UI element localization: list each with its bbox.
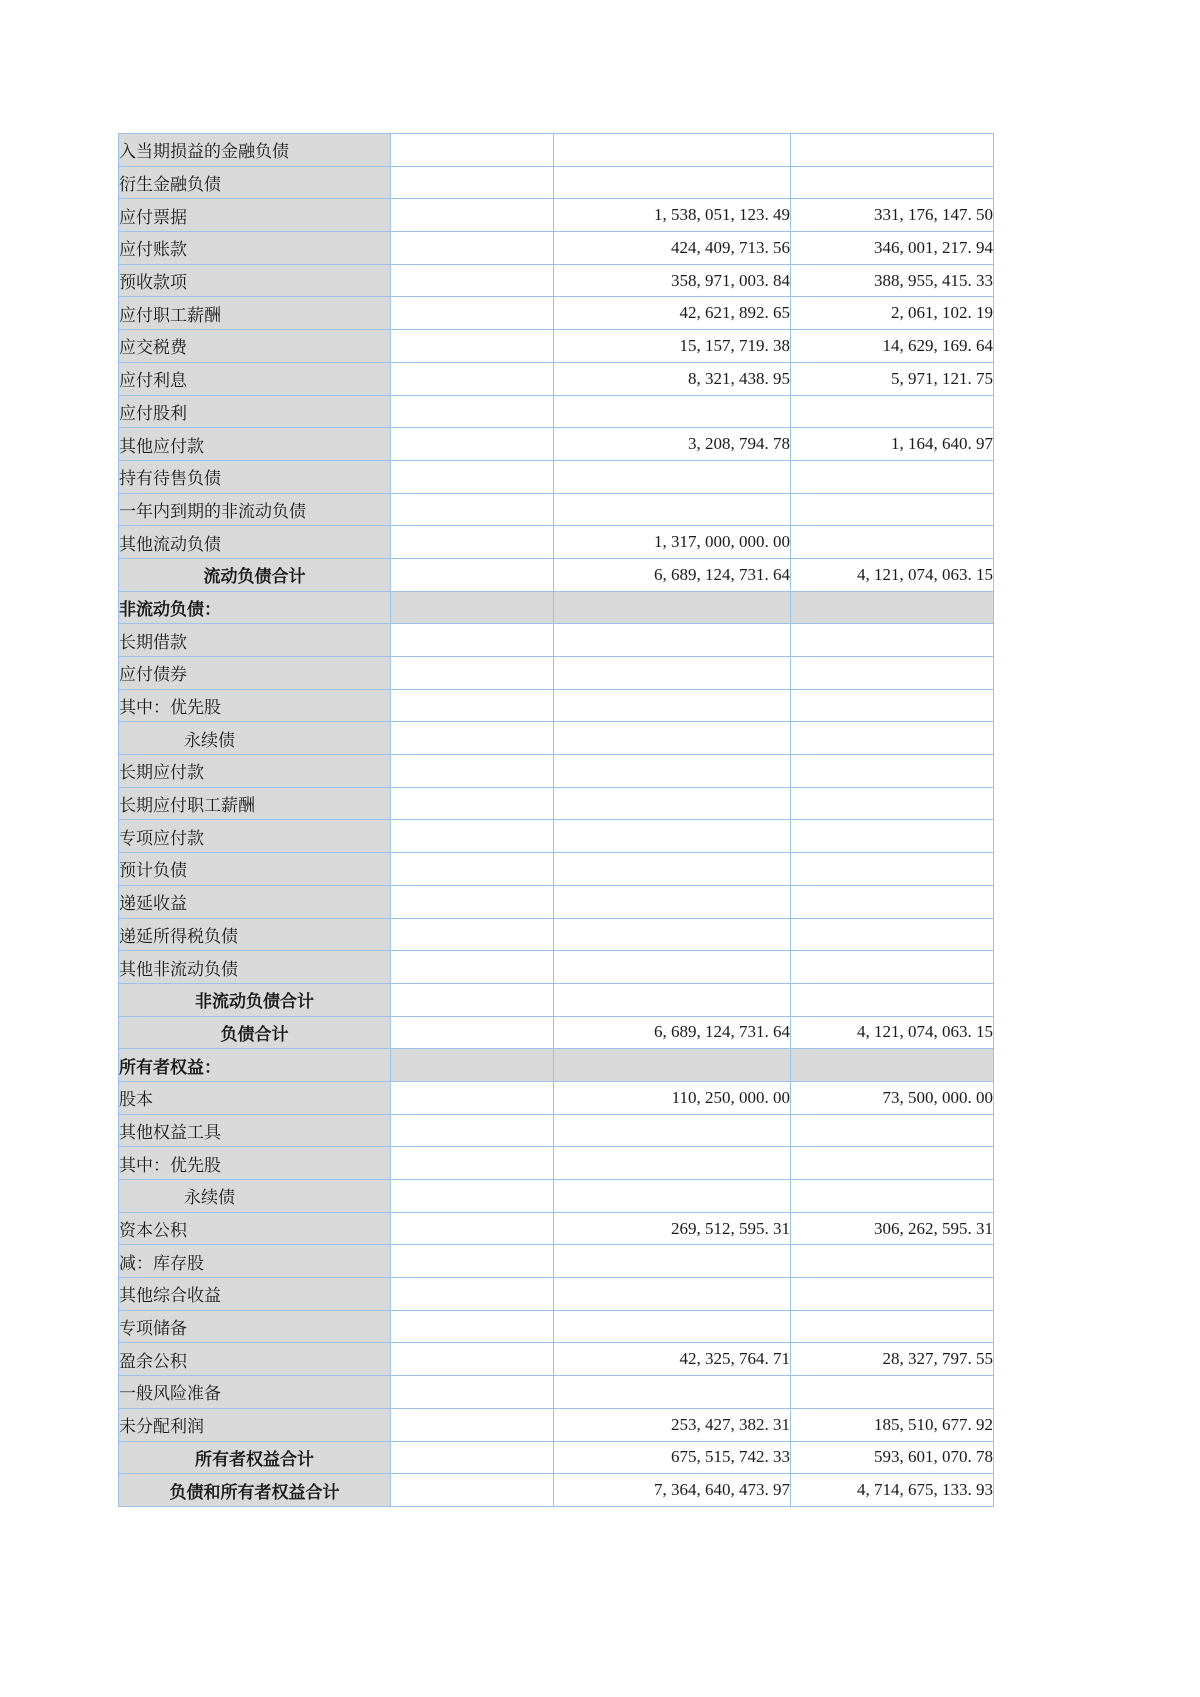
current-amount-cell <box>554 1049 791 1082</box>
table-row <box>119 1147 994 1180</box>
prior-amount-cell <box>791 657 994 690</box>
current-amount-cell: 42, 621, 892. 65 <box>554 297 791 330</box>
item-label-cell: 资本公积 <box>119 1212 391 1245</box>
current-amount-cell <box>554 951 791 984</box>
current-amount-cell <box>554 624 791 657</box>
item-label-cell: 其他流动负债 <box>119 526 391 559</box>
note-cell <box>391 1049 554 1082</box>
table-row <box>119 983 994 1016</box>
table-row <box>119 591 994 624</box>
current-amount-cell <box>554 1278 791 1311</box>
prior-amount-cell <box>791 395 994 428</box>
note-cell <box>391 395 554 428</box>
item-label-cell: 长期借款 <box>119 624 391 657</box>
table-row <box>119 330 994 363</box>
note-cell <box>391 918 554 951</box>
table-row <box>119 1343 994 1376</box>
note-cell <box>391 1114 554 1147</box>
note-cell <box>391 297 554 330</box>
prior-amount-cell: 5, 971, 121. 75 <box>791 362 994 395</box>
prior-amount-cell <box>791 526 994 559</box>
current-amount-cell <box>554 134 791 167</box>
prior-amount-cell: 593, 601, 070. 78 <box>791 1441 994 1474</box>
prior-amount-cell <box>791 591 994 624</box>
note-cell <box>391 1376 554 1409</box>
current-amount-cell <box>554 1310 791 1343</box>
item-label-cell: 应付职工薪酬 <box>119 297 391 330</box>
table-row <box>119 755 994 788</box>
table-row <box>119 1278 994 1311</box>
item-label-cell: 衍生金融负债 <box>119 166 391 199</box>
prior-amount-cell <box>791 951 994 984</box>
note-cell <box>391 787 554 820</box>
note-cell <box>391 460 554 493</box>
table-row <box>119 853 994 886</box>
item-label-cell: 其中：优先股 <box>119 689 391 722</box>
current-amount-cell <box>554 983 791 1016</box>
balance-sheet-table <box>118 133 994 1507</box>
table-row <box>119 1441 994 1474</box>
item-label-cell: 未分配利润 <box>119 1408 391 1441</box>
prior-amount-cell <box>791 755 994 788</box>
prior-amount-cell <box>791 1114 994 1147</box>
table-row <box>119 362 994 395</box>
prior-amount-cell: 73, 500, 000. 00 <box>791 1081 994 1114</box>
prior-amount-cell <box>791 1245 994 1278</box>
item-label-cell: 应付利息 <box>119 362 391 395</box>
prior-amount-cell <box>791 1049 994 1082</box>
prior-amount-cell: 14, 629, 169. 64 <box>791 330 994 363</box>
item-label-cell: 永续债 <box>119 722 391 755</box>
prior-amount-cell <box>791 787 994 820</box>
table-row <box>119 787 994 820</box>
note-cell <box>391 1343 554 1376</box>
note-cell <box>391 558 554 591</box>
table-row <box>119 885 994 918</box>
current-amount-cell: 1, 538, 051, 123. 49 <box>554 199 791 232</box>
item-label-cell: 长期应付职工薪酬 <box>119 787 391 820</box>
current-amount-cell: 3, 208, 794. 78 <box>554 428 791 461</box>
item-label-cell: 递延所得税负债 <box>119 918 391 951</box>
note-cell <box>391 428 554 461</box>
item-label-cell: 其中：优先股 <box>119 1147 391 1180</box>
current-amount-cell <box>554 918 791 951</box>
item-label-cell: 其他权益工具 <box>119 1114 391 1147</box>
current-amount-cell <box>554 1376 791 1409</box>
table-row <box>119 1376 994 1409</box>
item-label-cell: 长期应付款 <box>119 755 391 788</box>
prior-amount-cell: 185, 510, 677. 92 <box>791 1408 994 1441</box>
prior-amount-cell: 331, 176, 147. 50 <box>791 199 994 232</box>
table-row <box>119 1408 994 1441</box>
prior-amount-cell: 4, 121, 074, 063. 15 <box>791 558 994 591</box>
note-cell <box>391 526 554 559</box>
prior-amount-cell: 306, 262, 595. 31 <box>791 1212 994 1245</box>
note-cell <box>391 591 554 624</box>
note-cell <box>391 983 554 1016</box>
table-row <box>119 264 994 297</box>
prior-amount-cell: 2, 061, 102. 19 <box>791 297 994 330</box>
prior-amount-cell: 28, 327, 797. 55 <box>791 1343 994 1376</box>
item-label-cell: 一般风险准备 <box>119 1376 391 1409</box>
current-amount-cell <box>554 1245 791 1278</box>
item-label-cell: 应付债券 <box>119 657 391 690</box>
table-row <box>119 689 994 722</box>
current-amount-cell: 7, 364, 640, 473. 97 <box>554 1474 791 1507</box>
table-row <box>119 460 994 493</box>
prior-amount-cell <box>791 493 994 526</box>
item-label-cell: 非流动负债合计 <box>119 983 391 1016</box>
table-row <box>119 820 994 853</box>
table-row <box>119 1114 994 1147</box>
prior-amount-cell <box>791 983 994 1016</box>
balance-sheet-page <box>118 133 994 1507</box>
table-row <box>119 134 994 167</box>
note-cell <box>391 885 554 918</box>
table-row <box>119 1474 994 1507</box>
item-label-cell: 应付票据 <box>119 199 391 232</box>
item-label-cell: 股本 <box>119 1081 391 1114</box>
current-amount-cell: 15, 157, 719. 38 <box>554 330 791 363</box>
item-label-cell: 预计负债 <box>119 853 391 886</box>
note-cell <box>391 1278 554 1311</box>
item-label-cell: 其他综合收益 <box>119 1278 391 1311</box>
item-label-cell: 入当期损益的金融负债 <box>119 134 391 167</box>
prior-amount-cell <box>791 722 994 755</box>
item-label-cell: 专项应付款 <box>119 820 391 853</box>
item-label-cell: 其他应付款 <box>119 428 391 461</box>
item-label-cell: 应付股利 <box>119 395 391 428</box>
note-cell <box>391 493 554 526</box>
item-label-cell: 应交税费 <box>119 330 391 363</box>
item-label-cell: 所有者权益： <box>119 1049 391 1082</box>
item-label-cell: 负债和所有者权益合计 <box>119 1474 391 1507</box>
current-amount-cell: 269, 512, 595. 31 <box>554 1212 791 1245</box>
current-amount-cell <box>554 1180 791 1213</box>
note-cell <box>391 330 554 363</box>
item-label-cell: 其他非流动负债 <box>119 951 391 984</box>
note-cell <box>391 820 554 853</box>
current-amount-cell: 675, 515, 742. 33 <box>554 1441 791 1474</box>
table-row <box>119 428 994 461</box>
current-amount-cell: 8, 321, 438. 95 <box>554 362 791 395</box>
table-row <box>119 722 994 755</box>
current-amount-cell <box>554 885 791 918</box>
prior-amount-cell <box>791 918 994 951</box>
current-amount-cell <box>554 820 791 853</box>
prior-amount-cell <box>791 885 994 918</box>
note-cell <box>391 1180 554 1213</box>
prior-amount-cell: 4, 121, 074, 063. 15 <box>791 1016 994 1049</box>
item-label-cell: 盈余公积 <box>119 1343 391 1376</box>
table-row <box>119 395 994 428</box>
table-row <box>119 1245 994 1278</box>
table-row <box>119 166 994 199</box>
current-amount-cell <box>554 166 791 199</box>
current-amount-cell: 424, 409, 713. 56 <box>554 232 791 265</box>
prior-amount-cell <box>791 1180 994 1213</box>
current-amount-cell: 110, 250, 000. 00 <box>554 1081 791 1114</box>
item-label-cell: 递延收益 <box>119 885 391 918</box>
note-cell <box>391 951 554 984</box>
note-cell <box>391 1408 554 1441</box>
table-row <box>119 526 994 559</box>
table-row <box>119 232 994 265</box>
note-cell <box>391 1147 554 1180</box>
note-cell <box>391 134 554 167</box>
prior-amount-cell <box>791 166 994 199</box>
table-row <box>119 558 994 591</box>
table-row <box>119 951 994 984</box>
note-cell <box>391 1016 554 1049</box>
note-cell <box>391 1310 554 1343</box>
current-amount-cell <box>554 657 791 690</box>
table-row <box>119 199 994 232</box>
prior-amount-cell <box>791 1278 994 1311</box>
item-label-cell: 所有者权益合计 <box>119 1441 391 1474</box>
item-label-cell: 预收款项 <box>119 264 391 297</box>
table-row <box>119 493 994 526</box>
item-label-cell: 应付账款 <box>119 232 391 265</box>
current-amount-cell <box>554 460 791 493</box>
current-amount-cell <box>554 755 791 788</box>
prior-amount-cell <box>791 460 994 493</box>
current-amount-cell: 6, 689, 124, 731. 64 <box>554 1016 791 1049</box>
current-amount-cell <box>554 722 791 755</box>
note-cell <box>391 624 554 657</box>
item-label-cell: 流动负债合计 <box>119 558 391 591</box>
current-amount-cell <box>554 1114 791 1147</box>
table-row <box>119 1049 994 1082</box>
table-row <box>119 657 994 690</box>
current-amount-cell: 253, 427, 382. 31 <box>554 1408 791 1441</box>
current-amount-cell: 1, 317, 000, 000. 00 <box>554 526 791 559</box>
balance-sheet-body <box>119 134 994 1507</box>
note-cell <box>391 755 554 788</box>
current-amount-cell <box>554 787 791 820</box>
table-row <box>119 297 994 330</box>
prior-amount-cell <box>791 624 994 657</box>
note-cell <box>391 689 554 722</box>
note-cell <box>391 362 554 395</box>
note-cell <box>391 264 554 297</box>
current-amount-cell <box>554 689 791 722</box>
current-amount-cell: 42, 325, 764. 71 <box>554 1343 791 1376</box>
table-row <box>119 1180 994 1213</box>
note-cell <box>391 199 554 232</box>
prior-amount-cell <box>791 1147 994 1180</box>
prior-amount-cell <box>791 1310 994 1343</box>
prior-amount-cell <box>791 134 994 167</box>
item-label-cell: 负债合计 <box>119 1016 391 1049</box>
item-label-cell: 永续债 <box>119 1180 391 1213</box>
prior-amount-cell: 1, 164, 640. 97 <box>791 428 994 461</box>
item-label-cell: 减：库存股 <box>119 1245 391 1278</box>
prior-amount-cell: 4, 714, 675, 133. 93 <box>791 1474 994 1507</box>
item-label-cell: 一年内到期的非流动负债 <box>119 493 391 526</box>
note-cell <box>391 1212 554 1245</box>
item-label-cell: 非流动负债： <box>119 591 391 624</box>
current-amount-cell <box>554 1147 791 1180</box>
current-amount-cell <box>554 853 791 886</box>
note-cell <box>391 232 554 265</box>
item-label-cell: 专项储备 <box>119 1310 391 1343</box>
current-amount-cell: 358, 971, 003. 84 <box>554 264 791 297</box>
current-amount-cell <box>554 493 791 526</box>
prior-amount-cell: 388, 955, 415. 33 <box>791 264 994 297</box>
current-amount-cell: 6, 689, 124, 731. 64 <box>554 558 791 591</box>
note-cell <box>391 166 554 199</box>
prior-amount-cell <box>791 689 994 722</box>
current-amount-cell <box>554 591 791 624</box>
table-row <box>119 1212 994 1245</box>
table-row <box>119 1081 994 1114</box>
table-row <box>119 918 994 951</box>
note-cell <box>391 1474 554 1507</box>
prior-amount-cell <box>791 853 994 886</box>
note-cell <box>391 1245 554 1278</box>
note-cell <box>391 1441 554 1474</box>
note-cell <box>391 853 554 886</box>
table-row <box>119 1310 994 1343</box>
prior-amount-cell <box>791 820 994 853</box>
note-cell <box>391 1081 554 1114</box>
item-label-cell: 持有待售负债 <box>119 460 391 493</box>
note-cell <box>391 657 554 690</box>
note-cell <box>391 722 554 755</box>
current-amount-cell <box>554 395 791 428</box>
table-row <box>119 1016 994 1049</box>
table-row <box>119 624 994 657</box>
prior-amount-cell: 346, 001, 217. 94 <box>791 232 994 265</box>
prior-amount-cell <box>791 1376 994 1409</box>
